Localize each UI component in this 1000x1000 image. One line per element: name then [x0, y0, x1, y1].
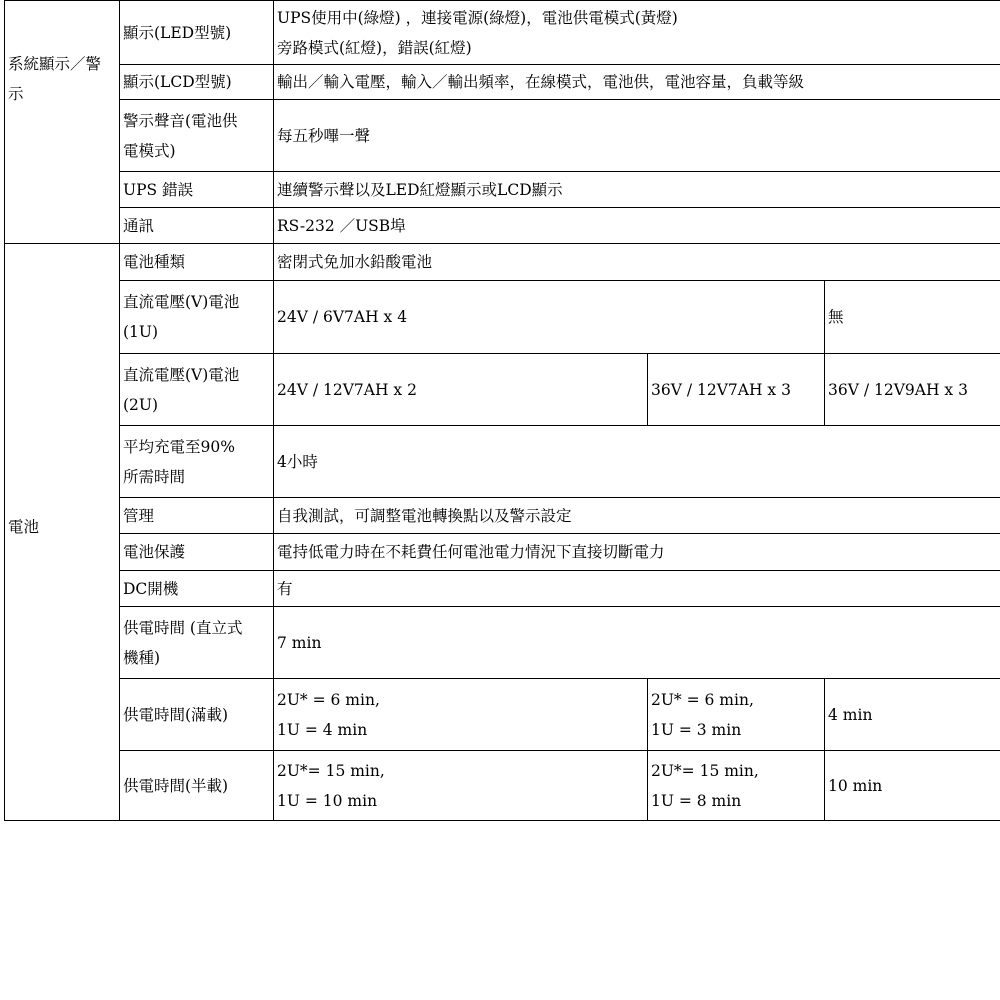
row-value: [274, 208, 1000, 244]
value-line: UPS使用中(綠燈) ，連接電源(綠燈)，電池供電模式(黃燈): [277, 8, 678, 27]
table-row: [5, 281, 1000, 354]
label-line: 直流電壓(V)電池: [123, 365, 240, 384]
category-battery: [5, 244, 120, 821]
category-system: [5, 1, 120, 244]
value-line: 1U = 10 min: [277, 791, 378, 810]
label-text: 通訊: [123, 216, 155, 235]
value-line: 1U = 4 min: [277, 720, 368, 739]
value-line: 2U* = 6 min,: [277, 690, 380, 709]
table-row: [5, 679, 1000, 751]
table-row: [5, 172, 1000, 208]
row-label: [120, 65, 274, 100]
row-label: [120, 534, 274, 571]
table-row: [5, 751, 1000, 821]
row-value: [274, 1, 1000, 65]
value-line: 2U* = 6 min,: [651, 690, 754, 709]
table-row: [5, 208, 1000, 244]
row-value: [274, 679, 648, 751]
value-text: 4 min: [828, 705, 873, 724]
table-row: [5, 100, 1000, 172]
row-value: [274, 281, 825, 354]
label-line: 供電時間 (直立式: [123, 618, 243, 637]
table-row: [5, 354, 1000, 426]
row-label: [120, 244, 274, 281]
row-value: [648, 354, 825, 426]
row-value: [825, 679, 1000, 751]
table-row: [5, 65, 1000, 100]
row-label: [120, 498, 274, 534]
row-value: [274, 426, 1000, 498]
label-line: 直流電壓(V)電池: [123, 293, 240, 311]
category-label: 系統顯示／警示: [8, 55, 102, 103]
row-value: [274, 100, 1000, 172]
row-value: [825, 354, 1000, 426]
table-row: [5, 1, 1000, 65]
label-line: 機種): [123, 648, 161, 667]
label-text: UPS 錯誤: [123, 180, 194, 199]
row-value: [274, 172, 1000, 208]
value-text: 24V / 6V7AH x 4: [277, 308, 408, 326]
row-value: [274, 751, 648, 821]
table-row: [5, 571, 1000, 607]
row-label: [120, 751, 274, 821]
table-row: [5, 426, 1000, 498]
label-line: 電模式): [123, 141, 176, 160]
value-text: 輸出／輸入電壓，輸入／輸出頻率，在線模式，電池供，電池容量，負載等級: [277, 73, 805, 91]
label-text: 管理: [123, 506, 155, 525]
row-label: [120, 208, 274, 244]
label-text: 顯示(LED型號): [123, 23, 232, 42]
row-value: [274, 354, 648, 426]
label-line: (2U): [123, 395, 159, 414]
row-label: [120, 426, 274, 498]
row-value: [648, 751, 825, 821]
label-text: DC開機: [123, 579, 179, 598]
category-label: 電池: [8, 518, 40, 536]
value-text: 每五秒嗶一聲: [277, 126, 371, 145]
value-text: 36V / 12V7AH x 3: [651, 380, 791, 399]
value-text: 密閉式免加水鉛酸電池: [277, 253, 433, 271]
value-text: 連續警示聲以及LED紅燈顯示或LCD顯示: [277, 180, 563, 199]
table-row: [5, 498, 1000, 534]
value-line: 1U = 8 min: [651, 791, 742, 810]
row-value: [274, 65, 1000, 100]
value-line: 2U*= 15 min,: [651, 761, 759, 780]
value-line: 1U = 3 min: [651, 720, 742, 739]
row-label: [120, 607, 274, 679]
row-label: [120, 100, 274, 172]
label-text: 電池種類: [123, 253, 186, 271]
label-text: 供電時間(滿載): [123, 705, 229, 724]
value-text: 無: [828, 308, 844, 326]
row-value: [274, 498, 1000, 534]
value-text: 自我測試，可調整電池轉換點以及警示設定: [277, 506, 572, 525]
row-value: [274, 607, 1000, 679]
table-row: [5, 534, 1000, 571]
value-line: 2U*= 15 min,: [277, 761, 385, 780]
value-text: 電持低電力時在不耗費任何電池電力情況下直接切斷電力: [277, 543, 665, 561]
row-label: [120, 679, 274, 751]
label-line: 警示聲音(電池供: [123, 111, 238, 130]
label-text: 供電時間(半載): [123, 776, 229, 795]
label-text: 顯示(LCD型號): [123, 73, 232, 91]
label-line: 平均充電至90%: [123, 437, 235, 456]
table-row: [5, 607, 1000, 679]
value-line: 旁路模式(紅燈)，錯誤(紅燈): [277, 38, 472, 57]
label-line: 所需時間: [123, 467, 186, 486]
row-label: [120, 281, 274, 354]
row-value: [648, 679, 825, 751]
table-row: [5, 244, 1000, 281]
row-label: [120, 354, 274, 426]
spec-table: [4, 0, 1000, 821]
row-label: [120, 172, 274, 208]
row-value: [274, 244, 1000, 281]
value-text: 4小時: [277, 452, 318, 471]
row-value: [825, 281, 1000, 354]
value-text: 有: [277, 579, 293, 598]
row-value: [274, 534, 1000, 571]
row-value: [274, 571, 1000, 607]
row-label: [120, 1, 274, 65]
value-text: 7 min: [277, 633, 322, 652]
label-text: 電池保護: [123, 543, 186, 561]
row-label: [120, 571, 274, 607]
label-line: (1U): [123, 323, 159, 341]
value-text: 36V / 12V9AH x 3: [828, 380, 968, 399]
row-value: [825, 751, 1000, 821]
value-text: RS-232 ／USB埠: [277, 216, 406, 235]
value-text: 10 min: [828, 776, 883, 795]
value-text: 24V / 12V7AH x 2: [277, 380, 417, 399]
